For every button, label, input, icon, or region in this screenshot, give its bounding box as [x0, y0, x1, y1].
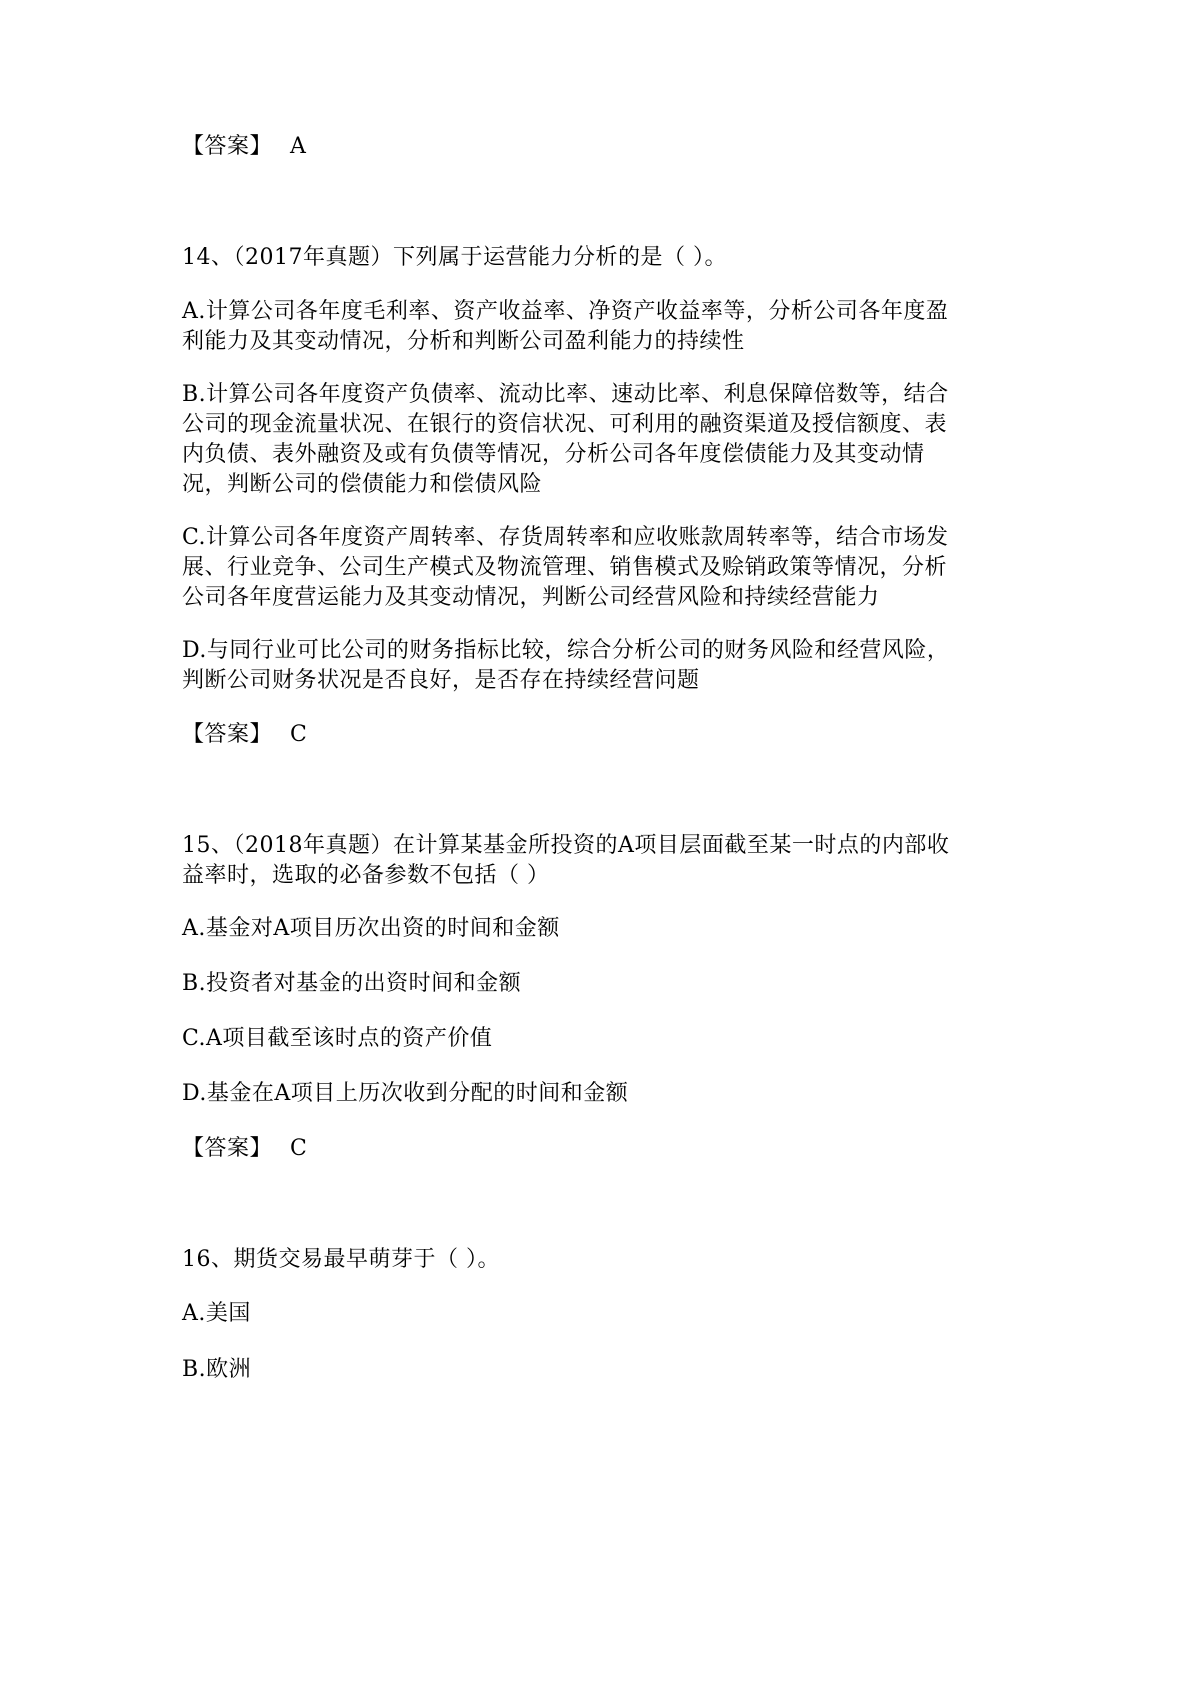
answer-label: 【答案】: [182, 722, 273, 747]
answer-value: C: [290, 1136, 308, 1161]
answer-value: A: [290, 134, 307, 159]
q15-option-a: A.基金对A项目历次出资的时间和金额: [182, 916, 560, 941]
answer-prev: [182, 131, 306, 163]
q14-option-a-line-1: A.计算公司各年度毛利率、资产收益率、净资产收益率等，分析公司各年度盈: [182, 299, 949, 324]
q14-option-d-line-1: D.与同行业可比公司的财务指标比较，综合分析公司的财务风险和经营风险，: [182, 638, 950, 663]
q14-option-b-line-4: 况，判断公司的偿债能力和偿债风险: [182, 472, 543, 497]
q15-option-c: C.A项目截至该时点的资产价值: [182, 1026, 493, 1051]
q16-option-a: A.美国: [182, 1301, 251, 1326]
q14-stem: 14、（2017年真题）下列属于运营能力分析的是（ ）。: [182, 245, 727, 270]
answer-label: 【答案】: [182, 1136, 273, 1161]
answer-value: C: [290, 722, 308, 747]
q16-stem: 16、期货交易最早萌芽于（ ）。: [182, 1247, 500, 1272]
q14-option-c-line-1: C.计算公司各年度资产周转率、存货周转率和应收账款周转率等，结合市场发: [182, 525, 949, 550]
q14-option-c-line-3: 公司各年度营运能力及其变动情况，判断公司经营风险和持续经营能力: [182, 585, 880, 610]
q15-stem-line-1: 15、（2018年真题）在计算某基金所投资的A项目层面截至某一时点的内部收: [182, 833, 950, 858]
q15-option-d: D.基金在A项目上历次收到分配的时间和金额: [182, 1081, 629, 1106]
q16-option-b: B.欧洲: [182, 1357, 252, 1382]
q15-option-b: B.投资者对基金的出资时间和金额: [182, 971, 522, 996]
q14-option-b-line-1: B.计算公司各年度资产负债率、流动比率、速动比率、利息保障倍数等，结合: [182, 382, 949, 407]
q15-stem-line-2: 益率时，选取的必备参数不包括（ ）: [182, 863, 550, 888]
q14-option-b-line-3: 内负债、表外融资及或有负债等情况，分析公司各年度偿债能力及其变动情: [182, 442, 925, 467]
q14-option-d-line-2: 判断公司财务状况是否良好，是否存在持续经营问题: [182, 668, 700, 693]
answer-label: 【答案】: [182, 134, 273, 159]
q14-answer: [182, 719, 307, 751]
q15-answer: [182, 1133, 307, 1165]
q14-option-c-line-2: 展、行业竞争、公司生产模式及物流管理、销售模式及赊销政策等情况，分析: [182, 555, 948, 580]
q14-option-b-line-2: 公司的现金流量状况、在银行的资信状况、可利用的融资渠道及授信额度、表: [182, 412, 948, 437]
q14-option-a-line-2: 利能力及其变动情况，分析和判断公司盈利能力的持续性: [182, 329, 745, 354]
